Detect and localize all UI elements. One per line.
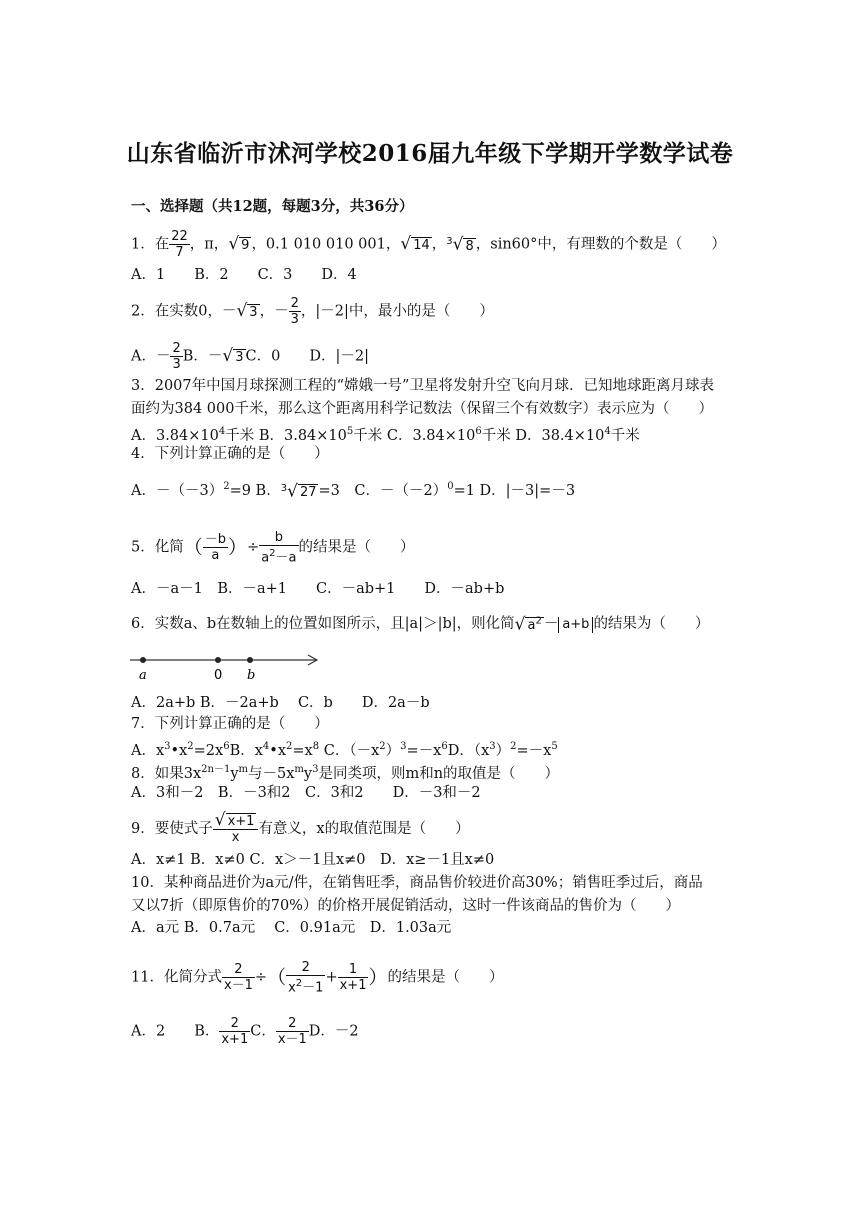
section-heading: 一、选择题（共12题，每题3分，共36分） xyxy=(131,198,414,215)
cube-root-expression: $^3$√ 27 xyxy=(280,480,317,501)
fraction: $\frac{2}{x-1}$ xyxy=(223,962,253,994)
sqrt-expression: √ 14 xyxy=(400,233,430,254)
fraction: $\frac{b}{a^2-a}$ xyxy=(261,530,297,566)
question-2-options: A．－ $\frac{2}{3}$ B．－√ 3 C．0 D．|－2| xyxy=(131,341,369,372)
question-11-options: A．2 B． $\frac{2}{x+1}$ C． $\frac{2}{x-1}$ D．－2 xyxy=(131,1016,359,1047)
question-1: 1．在 $\frac{22}{7}$ ，π，√ 9 ，0.1 010 010 001，√ 14 ，$^3$√ 8 ，sin60°中，有理数的个数是（ ） xyxy=(131,229,726,260)
label-a: a xyxy=(139,668,147,683)
label-zero: 0 xyxy=(214,668,223,683)
fraction: $\frac{2}{x+1}$ xyxy=(221,1016,249,1047)
question-3-line-2: 面约为384 000千米，那么这个距离用科学记数法（保留三个有效数字）表示应为（ ） xyxy=(131,401,713,417)
question-1-options: A．1 B．2 C．3 D．4 xyxy=(131,267,357,283)
question-4-options: A．$-(-3)^2=9$ B．$^3$√ 27 =3 C．$-(-2)^0=1$ D．|－3|=－3 xyxy=(131,477,575,503)
question-7-options: A．$x^3•x^2=2x^6B$．$x^4•x^2=x^8$ C．$(-x^2)^3=-x^6D$．$(x^3)^2=-x^5$ xyxy=(131,741,558,759)
fraction: $\frac{2}{3}$ xyxy=(290,296,299,327)
question-7: 7．下列计算正确的是（ ） xyxy=(131,716,329,732)
sqrt-expression: √ x+1 xyxy=(214,810,255,830)
question-5: 5．化简（ $\frac{-b}{a}$ ）÷ $\frac{b}{a^2-a}$ 的结果是（ ） xyxy=(131,530,415,566)
number-line-figure xyxy=(128,652,328,684)
question-10-line-1: 10．某种商品进价为a元/件，在销售旺季，商品售价较进价高30%；销售旺季过后，商品 xyxy=(131,875,703,891)
question-8: 8．如果$3x^{2n-1}y^m$与$-5x^my^3$是同类项，则m和n的取值是（ ） xyxy=(131,764,560,782)
question-5-options: A．－a－1 B．－a+1 C．－ab+1 D．－ab+b xyxy=(131,581,505,597)
fraction: $\frac{2}{x^2-1}$ xyxy=(288,960,324,996)
question-3-options: A．$3.84\times 10^4$千米 B．$3.84\times 10^5$千米 C．$3.84\times 10^6$千米 D．$38.4\times 10^4$千米 xyxy=(131,426,640,444)
question-3-line-1: 3．2007年中国月球探测工程的“嫦娥一号”卫星将发射升空飞向月球．已知地球距离月球表 xyxy=(131,378,714,394)
fraction: $\frac{1}{x+1}$ xyxy=(339,962,367,994)
question-10-line-2: 又以7折（即原售价的70%）的价格开展促销活动，这时一件该商品的售价为（ ） xyxy=(131,898,680,914)
question-9-options: A．x≠1 B．x≠0 C．x＞－1且x≠0 D．x≥－1且x≠0 xyxy=(131,852,495,868)
fraction: $\frac{-b}{a}$ xyxy=(204,532,227,564)
cube-root-expression: $^3$√ 8 xyxy=(446,234,474,255)
fraction: $\frac{2}{x-1}$ xyxy=(277,1016,307,1047)
absolute-value: a+b xyxy=(558,617,593,633)
question-8-options: A．3和－2 B．－3和2 C．3和2 D．－3和－2 xyxy=(131,785,481,801)
sqrt-expression: √ 3 xyxy=(222,345,244,366)
point-b xyxy=(247,657,253,663)
sqrt-expression: √ 3 xyxy=(236,300,258,321)
question-6-options: A．2a+b B．－2a+b C．b D．2a－b xyxy=(131,695,430,711)
exam-title: 山东省临沂市沭河学校2016届九年级下学期开学数学试卷 xyxy=(126,140,734,167)
fraction: $\frac{2}{3}$ xyxy=(172,341,181,372)
question-4: 4．下列计算正确的是（ ） xyxy=(131,446,329,462)
label-b: b xyxy=(247,668,256,683)
fraction: $\frac{√ x+1}{x}$ xyxy=(213,813,259,845)
point-a xyxy=(140,657,146,663)
point-origin xyxy=(215,657,221,663)
question-9: 9．要使式子 $\frac{√ x+1}{x}$ 有意义，x的取值范围是（ ） xyxy=(131,810,470,845)
question-6: 6．实数a、b在数轴上的位置如图所示，且|a|＞|b|，则化简√ $a^2 - a+b$ 的结果为（ ） xyxy=(131,612,709,636)
fraction: $\frac{22}{7}$ xyxy=(171,229,188,260)
question-2: 2．在实数0，－√ 3 ，－ $\frac{2}{3}$ ，|－2|中，最小的是（ ） xyxy=(131,296,494,327)
sqrt-expression: √ $a^2$ xyxy=(514,614,542,635)
question-10-options: A．a元 B．0.7a元 C．0.91a元 D．1.03a元 xyxy=(131,920,452,936)
sqrt-expression: √ 9 xyxy=(228,233,250,254)
question-11: 11．化简分式 $\frac{2}{x-1}$ ÷（ $\frac{2}{x^2-1}$ + $\frac{1}{x+1}$ ）的结果是（ ） xyxy=(131,960,504,996)
